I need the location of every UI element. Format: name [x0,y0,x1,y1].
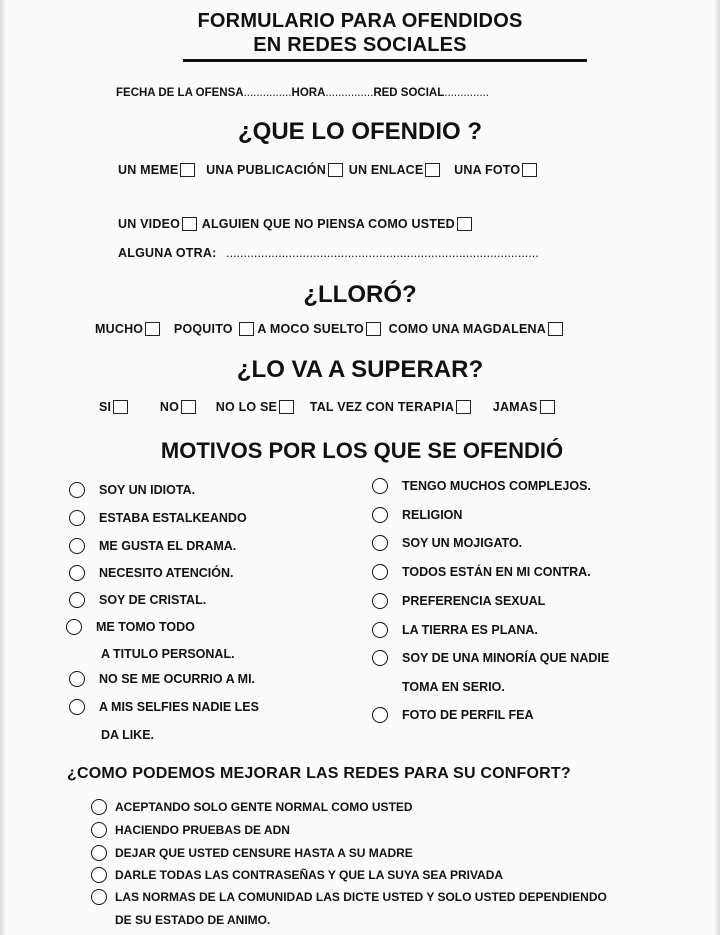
radio-button[interactable] [372,707,388,723]
hora-label: HORA [291,87,326,99]
radio-button[interactable] [91,845,107,861]
checkbox[interactable] [145,322,160,336]
title-underline [183,59,587,62]
radio-button[interactable] [69,671,85,687]
motivo-right-8[interactable]: FOTO DE PERFIL FEA [372,707,534,723]
motivo-right-6[interactable]: LA TIERRA ES PLANA. [372,622,538,638]
motivo-left-8[interactable]: A MIS SELFIES NADIE LES [69,699,259,715]
option-si[interactable]: SI [99,400,128,414]
radio-button[interactable] [69,699,85,715]
motivo-left-4[interactable]: NECESITO ATENCIÓN. [69,565,234,581]
option-mucho[interactable]: MUCHO [95,322,160,336]
radio-button[interactable] [372,622,388,638]
radio-button[interactable] [69,510,85,526]
hora-field[interactable]: ............... [325,87,374,99]
checkbox[interactable] [182,217,197,231]
motivo-left-7[interactable]: NO SE ME OCURRIO A MI. [69,671,255,687]
fecha-field[interactable]: ............... [243,87,292,99]
checkbox[interactable] [181,400,196,414]
other-field[interactable]: .......................................................................................... [226,246,539,260]
checkbox[interactable] [239,322,254,336]
motivo-left-8-cont: DA LIKE. [101,728,155,742]
question-lo-va-a-superar: ¿LO VA A SUPERAR? [236,356,484,383]
option-magdalena[interactable]: COMO UNA MAGDALENA [389,322,563,336]
motivo-left-2[interactable]: ESTABA ESTALKEANDO [69,510,247,526]
radio-button[interactable] [69,565,85,581]
motivo-right-5[interactable]: PREFERENCIA SEXUAL [372,593,545,609]
checkbox[interactable] [540,400,555,414]
motivo-left-6-cont: A TITULO PERSONAL. [101,647,235,661]
motivo-right-1[interactable]: TENGO MUCHOS COMPLEJOS. [372,478,591,494]
option-moco-suelto[interactable]: A MOCO SUELTO [257,322,381,336]
option-alguien[interactable]: ALGUIEN QUE NO PIENSA COMO USTED [202,217,472,231]
mejora-1[interactable]: ACEPTANDO SOLO GENTE NORMAL COMO USTED [91,799,413,815]
checkbox[interactable] [180,163,195,177]
option-no-lo-se[interactable]: NO LO SE [216,400,294,414]
radio-button[interactable] [372,564,388,580]
question-lloro: ¿LLORÓ? [303,281,417,308]
checkbox[interactable] [279,400,294,414]
other-label: ALGUNA OTRA: [118,246,217,260]
radio-button[interactable] [69,592,85,608]
q2-options [95,322,563,336]
option-poquito[interactable]: POQUITO [174,322,254,336]
option-jamas[interactable]: JAMAS [493,400,555,414]
motivo-right-4[interactable]: TODOS ESTÁN EN MI CONTRA. [372,564,591,580]
radio-button[interactable] [69,482,85,498]
fecha-label: FECHA DE LA OFENSA [116,87,244,99]
option-enlace[interactable]: UN ENLACE [349,163,441,177]
checkbox[interactable] [456,400,471,414]
option-no[interactable]: NO [160,400,196,414]
meta-line [116,87,489,99]
radio-button[interactable] [91,799,107,815]
option-meme[interactable]: UN MEME [118,163,195,177]
checkbox[interactable] [457,217,472,231]
checkbox[interactable] [328,163,343,177]
checkbox[interactable] [113,400,128,414]
red-social-label: RED SOCIAL [373,87,445,99]
radio-button[interactable] [91,867,107,883]
radio-button[interactable] [372,535,388,551]
option-video[interactable]: UN VIDEO [118,217,197,231]
motivo-right-3[interactable]: SOY UN MOJIGATO. [372,535,522,551]
q1-row1 [118,163,537,177]
motivo-left-1[interactable]: SOY UN IDIOTA. [69,482,195,498]
radio-button[interactable] [69,538,85,554]
motivo-left-6[interactable]: ME TOMO TODO [66,619,195,635]
question-que-lo-ofendio: ¿QUE LO OFENDIO ? [238,118,482,145]
option-terapia[interactable]: TAL VEZ CON TERAPIA [310,400,471,414]
motivo-left-5[interactable]: SOY DE CRISTAL. [69,592,206,608]
checkbox[interactable] [548,322,563,336]
checkbox[interactable] [425,163,440,177]
motivo-left-3[interactable]: ME GUSTA EL DRAMA. [69,538,236,554]
motivo-right-7[interactable]: SOY DE UNA MINORÍA QUE NADIE [372,650,609,666]
option-publicacion[interactable]: UNA PUBLICACIÓN [206,163,343,177]
radio-button[interactable] [372,478,388,494]
option-foto[interactable]: UNA FOTO [454,163,537,177]
radio-button[interactable] [91,889,107,905]
form-title-line2: EN REDES SOCIALES [253,34,467,56]
q3-options [99,400,555,414]
checkbox[interactable] [366,322,381,336]
radio-button[interactable] [372,507,388,523]
question-motivos: MOTIVOS POR LOS QUE SE OFENDIÓ [160,438,564,463]
q1-other [118,246,539,260]
radio-button[interactable] [372,593,388,609]
radio-button[interactable] [91,822,107,838]
radio-button[interactable] [372,650,388,666]
form-title-line1: FORMULARIO PARA OFENDIDOS [197,10,523,32]
question-mejorar-redes: ¿COMO PODEMOS MEJORAR LAS REDES PARA SU CONFORT? [67,765,571,782]
mejora-5[interactable]: LAS NORMAS DE LA COMUNIDAD LAS DICTE USTED Y SOLO USTED DEPENDIENDO [91,889,607,905]
checkbox[interactable] [522,163,537,177]
motivo-right-2[interactable]: RELIGION [372,507,462,523]
mejora-2[interactable]: HACIENDO PRUEBAS DE ADN [91,822,290,838]
mejora-5-cont: DE SU ESTADO DE ANIMO. [115,913,271,927]
radio-button[interactable] [66,619,82,635]
motivo-right-7-cont: TOMA EN SERIO. [402,680,505,694]
q1-row2 [118,217,472,231]
mejora-4[interactable]: DARLE TODAS LAS CONTRASEÑAS Y QUE LA SUYA SEA PRIVADA [91,867,503,883]
mejora-3[interactable]: DEJAR QUE USTED CENSURE HASTA A SU MADRE [91,845,413,861]
red-social-field[interactable]: .............. [444,87,489,99]
